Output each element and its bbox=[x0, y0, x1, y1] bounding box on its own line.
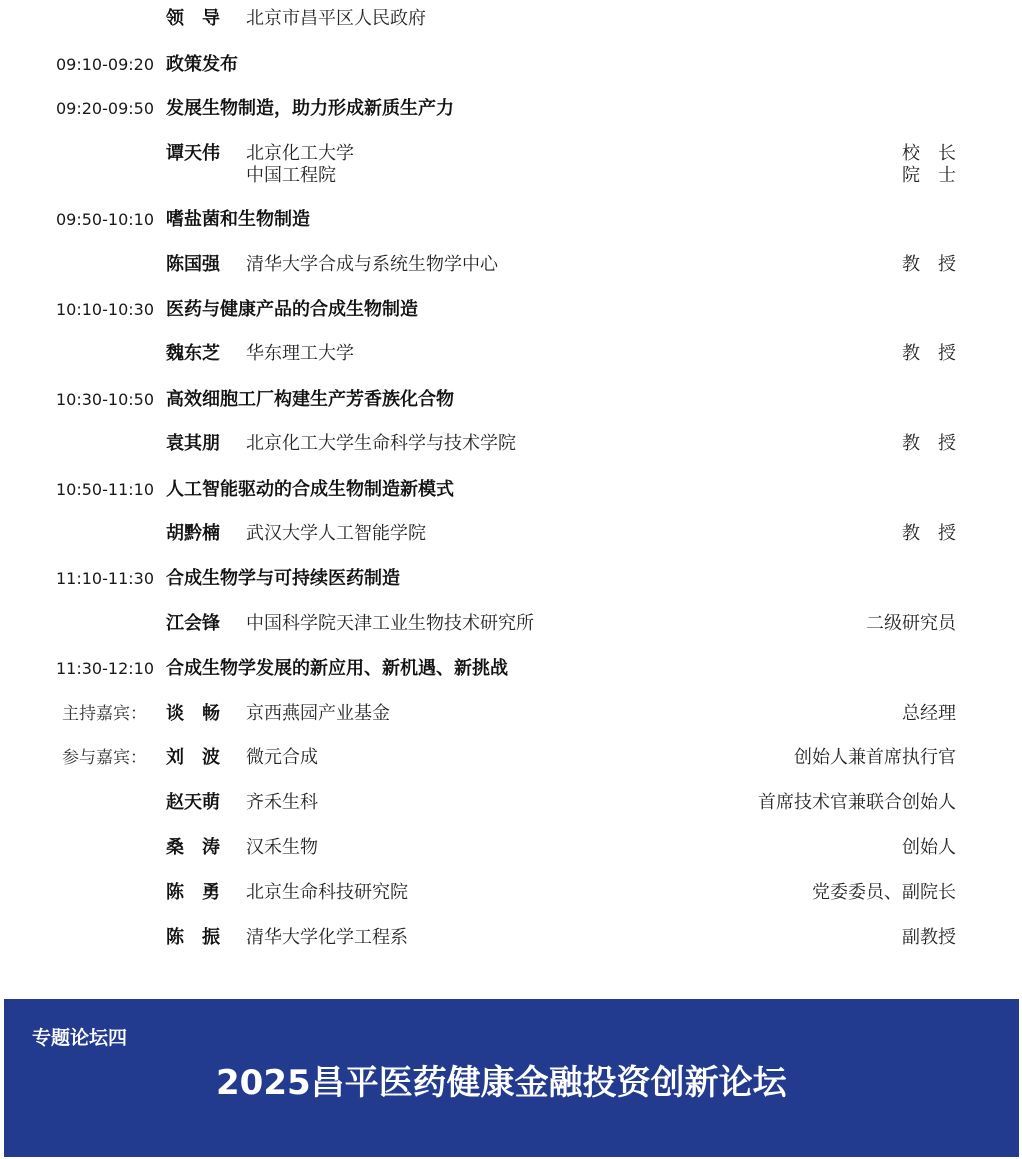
host-role-label: 主持嘉宾： bbox=[62, 704, 147, 724]
panelist-name: 刘 波 bbox=[166, 747, 220, 768]
panelist-title: 首席技术官兼联合创始人 bbox=[758, 792, 956, 813]
panelist-org: 汉禾生物 bbox=[246, 837, 318, 858]
panel-row bbox=[0, 747, 1022, 777]
session-time: 10:10-10:30 bbox=[56, 300, 154, 319]
session-topic: 发展生物制造，助力形成新质生产力 bbox=[166, 98, 454, 119]
panelist-title: 党委委员、副院长 bbox=[812, 882, 956, 903]
speaker-title: 教 授 bbox=[902, 433, 956, 454]
session-row bbox=[0, 658, 1022, 688]
speaker-org: 北京化工大学生命科学与技术学院 bbox=[246, 433, 516, 454]
session-row bbox=[0, 479, 1022, 509]
speaker-row bbox=[0, 343, 1022, 373]
speaker-title: 二级研究员 bbox=[866, 613, 956, 634]
speaker-name: 胡黔楠 bbox=[166, 523, 220, 544]
leader-org: 北京市昌平区人民政府 bbox=[246, 8, 426, 29]
panel-row bbox=[0, 927, 1022, 957]
session-topic: 政策发布 bbox=[166, 54, 238, 75]
speaker-name: 江会锋 bbox=[166, 613, 220, 634]
forum-banner bbox=[4, 999, 1019, 1157]
speaker-org: 武汉大学人工智能学院 bbox=[246, 523, 426, 544]
speaker-title-line: 校 长 bbox=[902, 143, 956, 164]
panelist-title: 创始人兼首席执行官 bbox=[794, 747, 956, 768]
session-time: 09:10-09:20 bbox=[56, 55, 154, 74]
session-topic: 人工智能驱动的合成生物制造新模式 bbox=[166, 479, 454, 500]
leader-row bbox=[0, 8, 1022, 38]
panelist-title: 副教授 bbox=[902, 927, 956, 948]
speaker-title: 教 授 bbox=[902, 343, 956, 364]
session-time: 09:50-10:10 bbox=[56, 210, 154, 229]
leader-label: 领 导 bbox=[166, 8, 220, 29]
panelist-org: 微元合成 bbox=[246, 747, 318, 768]
session-time: 10:30-10:50 bbox=[56, 390, 154, 409]
panel-role-label: 参与嘉宾： bbox=[62, 748, 147, 768]
session-topic: 医药与健康产品的合成生物制造 bbox=[166, 299, 418, 320]
speaker-name: 陈国强 bbox=[166, 254, 220, 275]
speaker-name: 袁其朋 bbox=[166, 433, 220, 454]
host-name: 谈 畅 bbox=[166, 703, 220, 724]
speaker-row bbox=[0, 254, 1022, 284]
panel-row bbox=[0, 882, 1022, 912]
speaker-org-line: 中国工程院 bbox=[246, 165, 336, 186]
speaker-row bbox=[0, 143, 1022, 191]
session-time: 11:30-12:10 bbox=[56, 659, 154, 678]
session-row bbox=[0, 299, 1022, 329]
speaker-title: 教 授 bbox=[902, 254, 956, 275]
forum-title: 2025昌平医药健康金融投资创新论坛 bbox=[216, 1063, 787, 1103]
host-org: 京西燕园产业基金 bbox=[246, 703, 390, 724]
session-topic: 嗜盐菌和生物制造 bbox=[166, 209, 310, 230]
session-topic: 合成生物学与可持续医药制造 bbox=[166, 568, 400, 589]
speaker-org: 中国科学院天津工业生物技术研究所 bbox=[246, 613, 534, 634]
session-topic: 高效细胞工厂构建生产芳香族化合物 bbox=[166, 389, 454, 410]
speaker-title: 教 授 bbox=[902, 523, 956, 544]
speaker-row bbox=[0, 613, 1022, 643]
forum-kicker: 专题论坛四 bbox=[32, 1027, 128, 1049]
speaker-name: 谭天伟 bbox=[166, 143, 220, 164]
panelist-title: 创始人 bbox=[902, 837, 956, 858]
session-row bbox=[0, 54, 1022, 84]
speaker-org-line: 北京化工大学 bbox=[246, 143, 354, 164]
session-row bbox=[0, 568, 1022, 598]
speaker-title bbox=[902, 143, 956, 187]
session-time: 11:10-11:30 bbox=[56, 569, 154, 588]
speaker-row bbox=[0, 433, 1022, 463]
session-time: 09:20-09:50 bbox=[56, 99, 154, 118]
speaker-title-line: 院 士 bbox=[902, 165, 956, 186]
session-topic: 合成生物学发展的新应用、新机遇、新挑战 bbox=[166, 658, 508, 679]
panel-row bbox=[0, 792, 1022, 822]
host-title: 总经理 bbox=[902, 703, 956, 724]
host-row bbox=[0, 703, 1022, 733]
panelist-org: 清华大学化学工程系 bbox=[246, 927, 408, 948]
session-row bbox=[0, 389, 1022, 419]
speaker-row bbox=[0, 523, 1022, 553]
panelist-name: 桑 涛 bbox=[166, 837, 220, 858]
session-time: 10:50-11:10 bbox=[56, 480, 154, 499]
speaker-name: 魏东芝 bbox=[166, 343, 220, 364]
speaker-org: 华东理工大学 bbox=[246, 343, 354, 364]
panelist-name: 陈 振 bbox=[166, 927, 220, 948]
panelist-name: 赵天萌 bbox=[166, 792, 220, 813]
panel-row bbox=[0, 837, 1022, 867]
session-row bbox=[0, 209, 1022, 239]
panelist-org: 北京生命科技研究院 bbox=[246, 882, 408, 903]
panelist-name: 陈 勇 bbox=[166, 882, 220, 903]
speaker-org bbox=[246, 143, 354, 187]
session-row bbox=[0, 98, 1022, 128]
panelist-org: 齐禾生科 bbox=[246, 792, 318, 813]
speaker-org: 清华大学合成与系统生物学中心 bbox=[246, 254, 498, 275]
